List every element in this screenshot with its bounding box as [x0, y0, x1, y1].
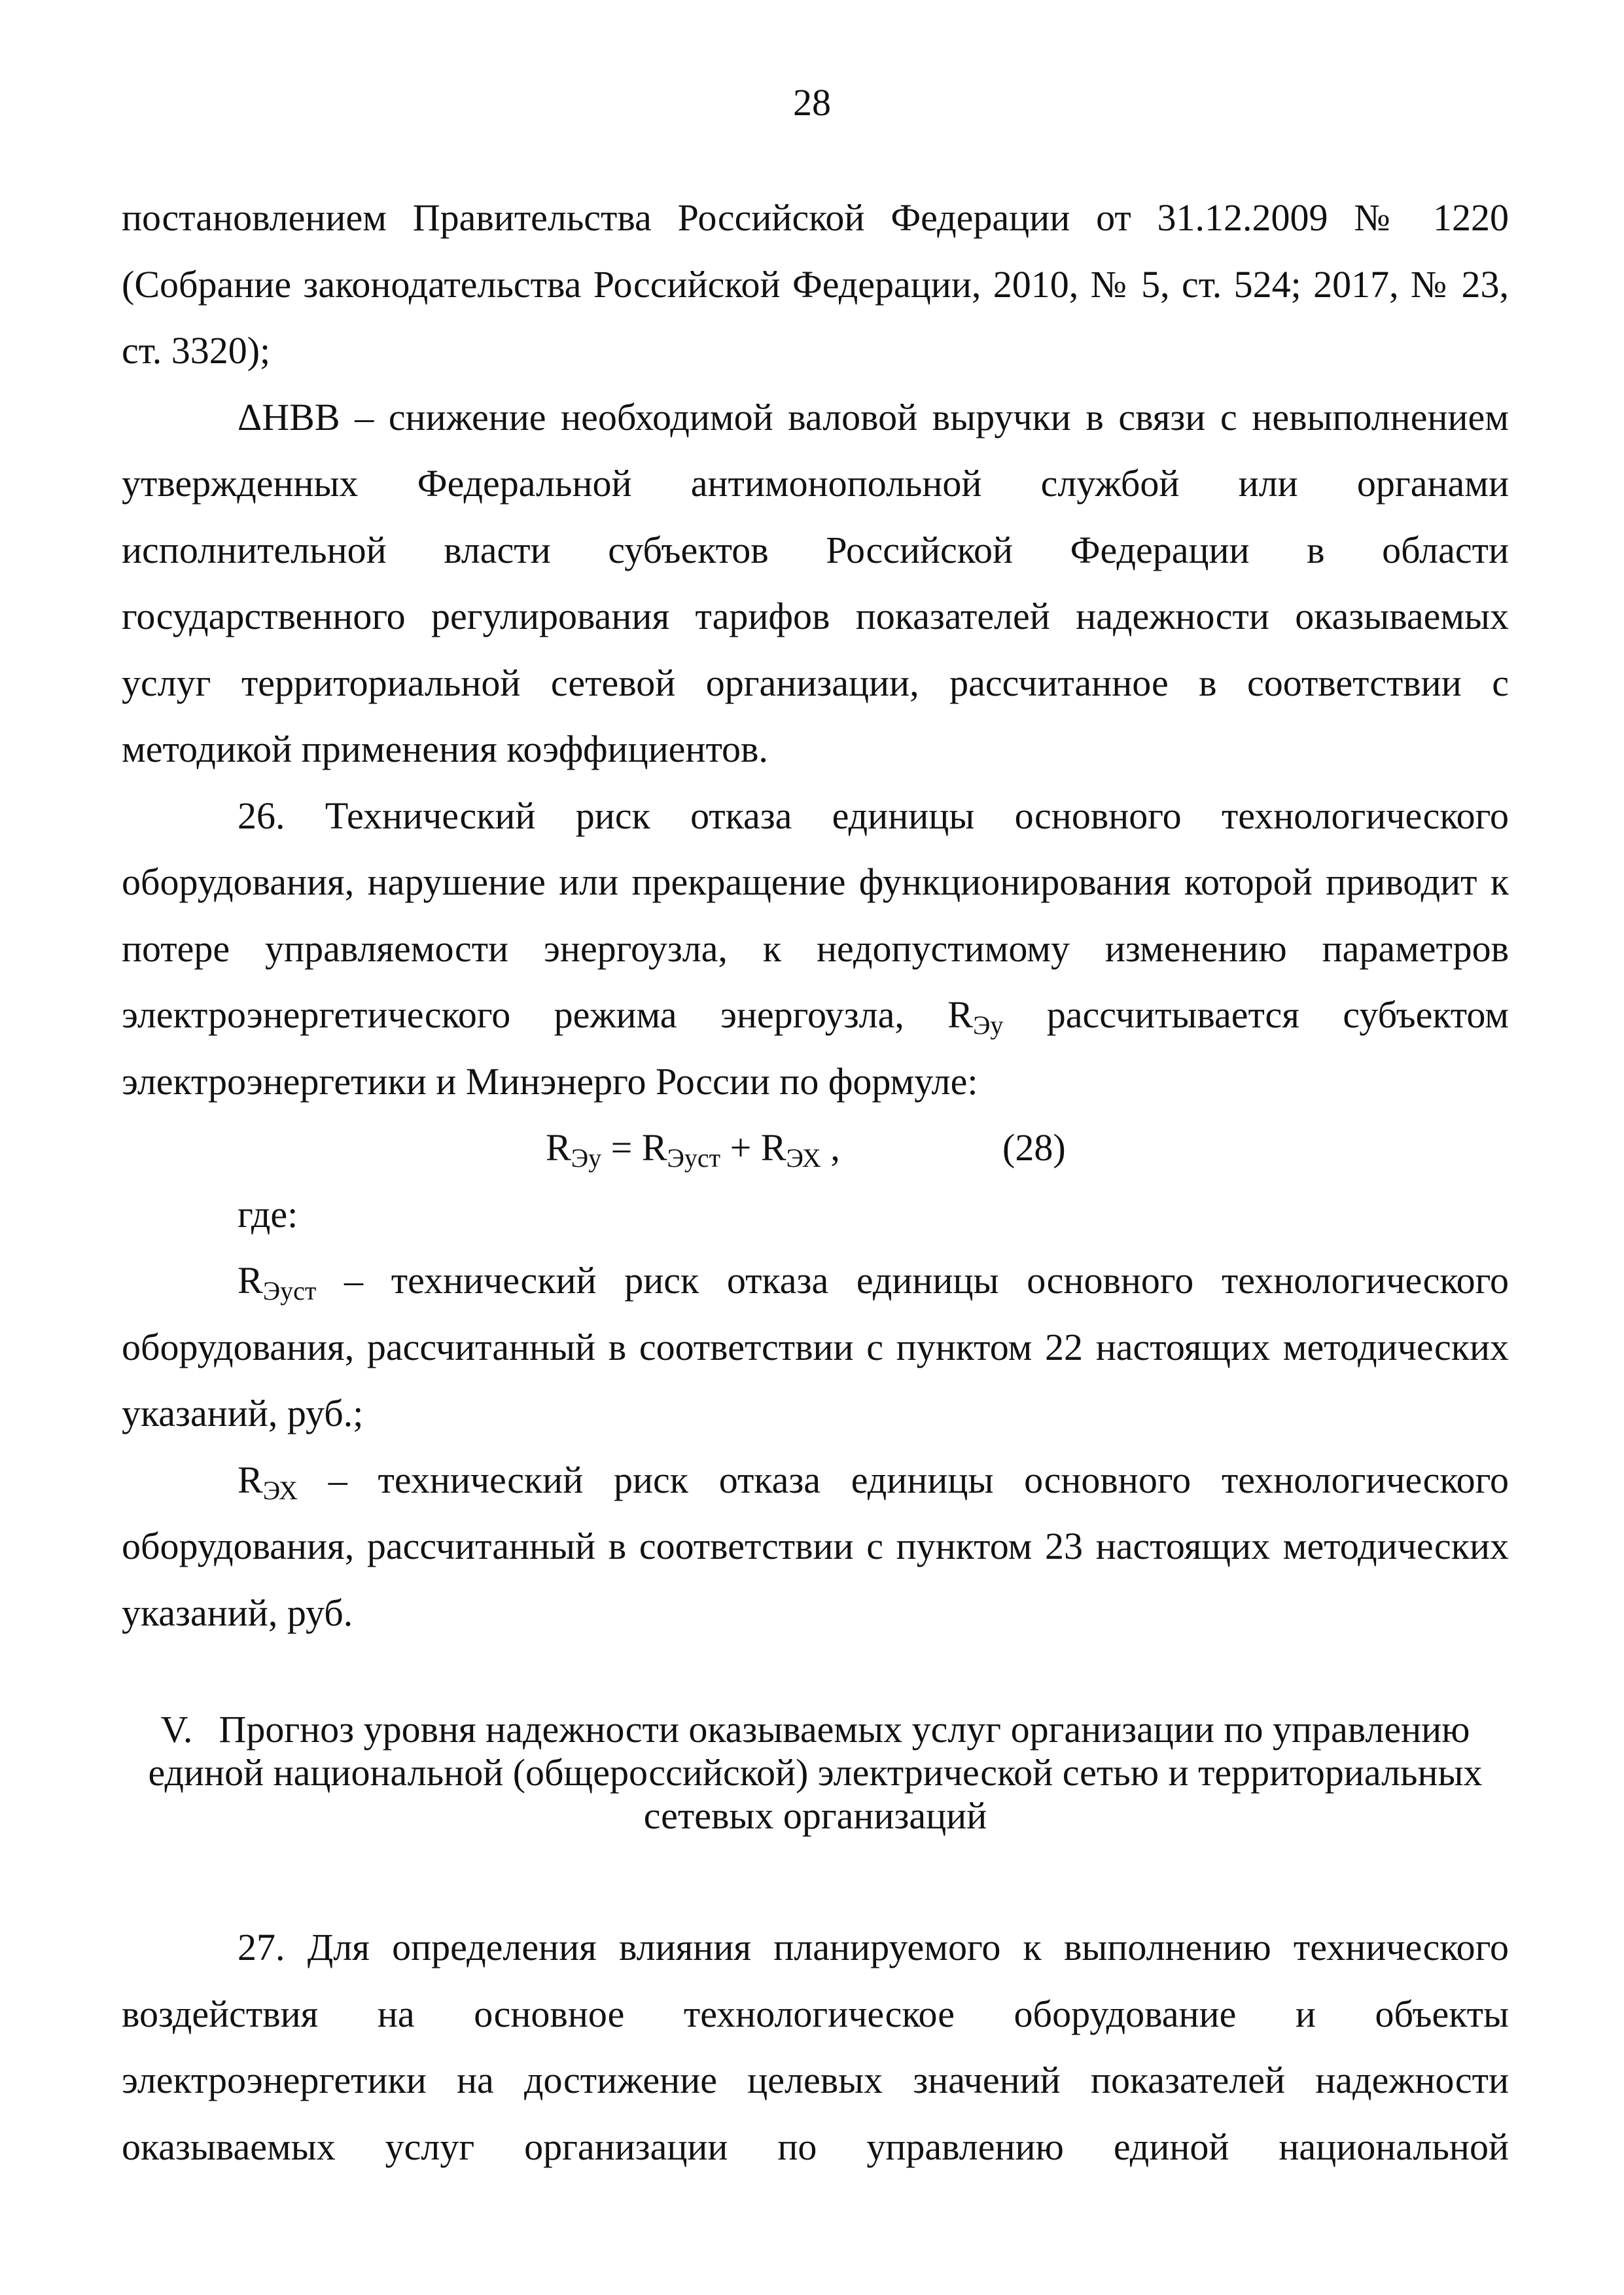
- formula-term1-symbol: R: [641, 1126, 667, 1169]
- formula-lhs-subscript: Эу: [571, 1143, 602, 1173]
- definition-r-eh-text: – технический риск отказа единицы основного технологического оборудования, рассчитанный в соответствии с пунктом 23 настоящих методических указаний, руб.: [122, 1458, 1509, 1634]
- definition-r-eh: [122, 1447, 1509, 1646]
- delta-nvv-definition: – снижение необходимой валовой выручки в связи с невыполнением утвержденных Федеральной антимонопольной службой или органами исполнительной власти субъектов Российской Федерации в области государственного регулирования тарифов показателей надежности оказываемых услуг территориальной сетевой организации, рассчитанное в соответствии с методикой применения коэффициентов.: [122, 395, 1509, 770]
- definition-r-eust-symbol: R: [238, 1259, 263, 1302]
- paragraph-26-text: 26. Технический риск отказа единицы основного технологического оборудования, нарушение или прекращение функционирования которой приводит к потере управляемости энергоузла, к недопустимому изменению параметров электроэнергетического режима энергоузла, R: [122, 794, 1509, 1036]
- formula-28: [122, 1114, 1509, 1181]
- definition-r-eust-subscript: Эуст: [262, 1276, 317, 1306]
- formula-plus: +: [720, 1126, 761, 1169]
- formula-number: (28): [1002, 1126, 1066, 1169]
- formula-lhs-symbol: R: [546, 1126, 571, 1169]
- paragraph-26-tail: рассчитывается субъектом электроэнергетики и Минэнерго России по формуле:: [122, 993, 1509, 1103]
- paragraph-delta-nvv: [122, 384, 1509, 783]
- paragraph-decree-citation: постановлением Правительства Российской Федерации от 31.12.2009 № 1220 (Собрание законодательства Российской Федерации, 2010, № 5, ст. 524; 2017, № 23, ст. 3320);: [122, 196, 1509, 372]
- section-heading-v: [122, 1708, 1509, 1838]
- definition-r-eust: [122, 1247, 1509, 1447]
- paragraph-26: [122, 783, 1509, 1115]
- formula-equals: =: [601, 1126, 642, 1169]
- definition-r-eust-text: – технический риск отказа единицы основного технологического оборудования, рассчитанный в соответствии с пунктом 22 настоящих методических указаний, руб.;: [122, 1259, 1509, 1434]
- formula-term2-subscript: ЭХ: [786, 1143, 821, 1173]
- section-title: Прогноз уровня надежности оказываемых услуг организации по управлению единой национальной (общероссийской) электрической сетью и территориальных сетевых организаций: [148, 1708, 1483, 1837]
- body-text-upper: [122, 185, 1509, 1646]
- paragraph-27: 27. Для определения влияния планируемого к выполнению технического воздействия на основное технологическое оборудование и объекты электроэнергетики на достижение целевых значений показателей надежности оказываемых услуг организации по управлению единой национальной: [122, 1926, 1509, 2168]
- definition-r-eh-subscript: ЭХ: [262, 1475, 298, 1505]
- formula-term1-subscript: Эуст: [667, 1143, 721, 1173]
- section-roman-numeral: V.: [160, 1708, 193, 1751]
- definition-r-eh-symbol: R: [238, 1458, 263, 1501]
- subscript-eu: Эу: [972, 1010, 1004, 1040]
- term-delta-nvv: ΔНВВ: [238, 395, 340, 438]
- page-number: 28: [793, 81, 831, 124]
- formula-comma: ,: [821, 1126, 840, 1169]
- formula-expression: [546, 1114, 840, 1181]
- formula-term2-symbol: R: [760, 1126, 786, 1169]
- where-label: где:: [238, 1192, 298, 1236]
